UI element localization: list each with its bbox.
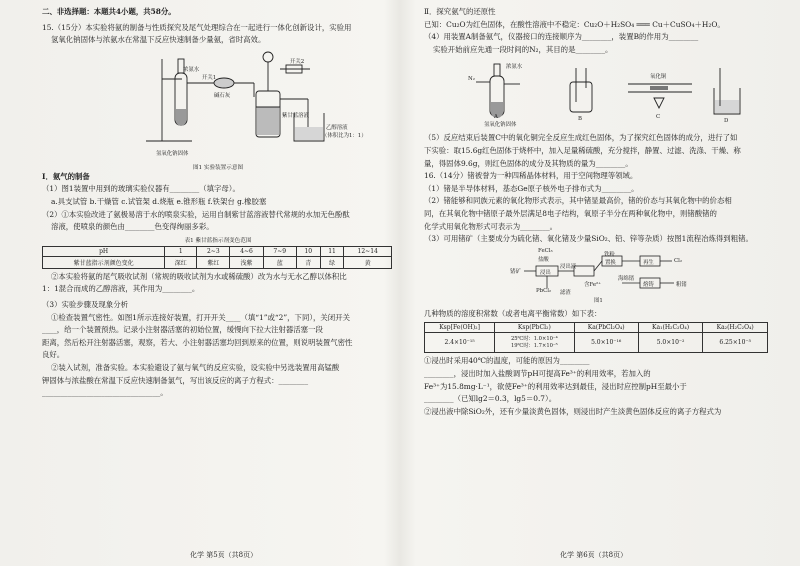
table-cell: 10 [296, 246, 320, 256]
part-2-title: Ⅱ．探究氨气的还原性 [424, 7, 496, 16]
q16-2-line: 同，在其氧化物中锗原子最外层满足8电子结构，氧原子半分在两种氧化物中，则锗酸锗的 [424, 208, 717, 218]
table-cell: 5.0×10⁻¹⁶ [574, 333, 638, 353]
label-n2: N₂ [468, 76, 475, 83]
table-cell: 6.25×10⁻⁵ [703, 333, 768, 353]
page-footer-right: 化学 第6页（共8页） [560, 551, 628, 559]
q15-3-line: ②装入试剂，准备实验。本实验避设了氨与氧气的反应实验，设实验中另选装置用高锰酸 [51, 362, 340, 372]
q15-1-options: a.具支试管 b.干燥管 c.试管架 d.烧瓶 e.锥形瓶 f.铁架台 g.橡胶塞 [51, 196, 267, 206]
table-cell: 青 [296, 256, 320, 268]
left-column [42, 6, 394, 400]
table-cell: 11 [320, 246, 344, 256]
table-cell: 4~6 [230, 246, 263, 256]
q15-4-line: （4）用装置A制备氨气，仪器接口的连接顺序为________，装置B的作用为________ [424, 32, 699, 42]
label-smelt: 熔铸 [643, 281, 654, 288]
label-dust: 滤渣 [560, 289, 571, 296]
label-switch-1: 开关1 [202, 74, 217, 81]
label-c: C [656, 114, 661, 121]
label-reagent: 紫甘蓝溶液 [282, 112, 309, 119]
label-ethanol: 乙醇溶液 [326, 124, 348, 131]
q15-1: （1）图1装置中用到的玻璃实验仪器有________（填字母）。 [42, 184, 240, 194]
q15-5-line: （5）反应结束后装置C中的氧化铜完全反应生成红色固体，为了探究红色固体的成分，进行了如 [424, 133, 738, 143]
label-b: B [578, 116, 582, 123]
q15-5-line: 量，得固体9.6g，则红色固体的成分及其物质的量为________。 [424, 158, 633, 168]
label-soda-lime: 碱石灰 [214, 92, 231, 99]
table-cell: 7~9 [263, 246, 296, 256]
table-cell: 2.4×10⁻¹⁵ [425, 333, 495, 353]
table-cell: 紫甘蓝指示剂颜色变化 [43, 256, 165, 268]
table-cell: 绿 [320, 256, 344, 268]
label-naoh-solid-2: 氢氧化钠固体 [484, 122, 517, 129]
table-cell: 黄 [344, 256, 392, 268]
table-cell: Ksp(PbCl₂) [495, 323, 574, 333]
q16-2-line: 化学式用氧化物形式可表示为________。 [424, 221, 558, 231]
flow-caption: 图1 [594, 297, 603, 304]
label-conc-ammonia-2: 浓氨水 [506, 64, 523, 71]
label-conc-ammonia: 浓氨水 [183, 66, 200, 73]
table-1-caption: 表1 紫甘蓝指示剂变色范围 [184, 237, 252, 244]
table-2 [424, 322, 768, 353]
q16-3b: ②浸出液中除SiO₂外，还有少量淡黄色固体，则浸出时产生淡黄色固体反应的离子方程式为 [424, 406, 722, 416]
q16-2-line: （2）锗能够和同族元素的氧化物形式表示，其中锗显最高价，锗的价态与其氧化物中的价态相 [424, 196, 732, 206]
q15-2-line: （2）①本实验改进了氨极易溶于水的喷泉实验，运用自制紫甘蓝溶液替代常规的水加无色酚酞 [42, 209, 350, 219]
q15-3-title: （3）实验步骤及现象分析 [42, 299, 129, 309]
q15-intro-line: 氢氧化钠固体与浓氨水在常温下反应快速制备少量氨，省时高效。 [51, 35, 266, 45]
q15-3-line: 钾固体与浓盐酸在常温下反应快速制备氯气，写出该反应的离子方程式：________ [42, 375, 309, 385]
q15-3-line: ________________________________。 [42, 388, 168, 398]
q16-intro: 16.（14分）锗被誉为一种四稀晶体材料，用于空间物理等领域。 [424, 171, 638, 181]
table-row [43, 256, 392, 268]
label-fe: 铁粉 [604, 251, 615, 258]
section-title: 二、非选择题：本题共4小题，共58分。 [42, 7, 176, 16]
q16-3a-line: ①浸出时采用40℃的温度，可能的原因为________ [424, 356, 590, 366]
q15-3-line: ①检查装置气密性。如图1所示连接好装置，打开开关____（填“1”或“2”，下同），关闭开关 [51, 312, 350, 322]
q15-2b-line: ②本实验将氨的尾气吸收试剂（常规的吸收试剂为水或稀硫酸）改为水与无水乙醇以体积比 [51, 271, 347, 281]
label-product: 粗锗 [676, 281, 687, 288]
label-ratio: （体积比为1：1） [322, 132, 367, 139]
table-2-intro: 几种物质的溶度积常数（或者电离平衡常数）如下表： [424, 308, 602, 318]
q15-3-line: 距离，然后松开注射器活塞，观察，若大、小注射器活塞均回到原来的位置，则说明装置气密性 [42, 337, 353, 347]
table-1 [42, 246, 392, 269]
table-cell: Ka₁(H₂C₂O₄) [638, 323, 703, 333]
label-hcl: 盐酸 [538, 256, 549, 263]
table-row [43, 246, 392, 256]
label-filtrate: 浸出液 [560, 263, 577, 270]
flow-chart [424, 248, 772, 306]
q15-3-line: ____，给一个装置预热。记录小注射器活塞的初始位置，缓慢向下拉大注射器活塞一段 [42, 325, 323, 335]
table-cell: Ka₂(H₂C₂O₄) [703, 323, 768, 333]
figure-1-caption: 图1 实验装置示意图 [192, 164, 244, 171]
q16-3a-line: ________（已知lg2＝0.3，lg5＝0.7）。 [424, 394, 557, 404]
page-footer-left: 化学 第5页（共8页） [190, 551, 258, 559]
figure-1-apparatus [42, 49, 394, 161]
part-1-title: Ⅰ．氨气的制备 [42, 171, 90, 181]
label-switch-2: 开关2 [290, 58, 305, 65]
apparatus-abcd-drawing [424, 58, 772, 128]
table-row [425, 323, 768, 333]
table-row [425, 333, 768, 353]
table-cell: pH [43, 246, 165, 256]
label-pbcl2: PbCl₂ [536, 287, 552, 294]
table-cell: 1 [165, 246, 197, 256]
table-cell: Ka(PbCl₂O₄) [574, 323, 638, 333]
table-cell: 5.0×10⁻² [638, 333, 703, 353]
table-cell: 浅紫 [230, 256, 263, 268]
q15-3-line: 良好。 [42, 350, 65, 360]
q15-intro-line: 15.（15分）本实验将氨的制备与性质探究及尾气处理综合在一起进行一体化创新设计，实验用 [42, 22, 352, 32]
known-info: 已知：Cu₂O为红色固体，在酸性溶液中不稳定：Cu₂O＋H₂SO₄ ═══ Cu＋CuSO₄＋H₂O。 [424, 19, 725, 29]
label-cuo: 氧化铜 [650, 74, 667, 81]
right-column [424, 6, 772, 418]
q16-3: （3）可用锗矿（主要成分为硫化锗、氧化锗及少量SiO₂、铅、锌等杂质）按图1流程冶炼得到粗锗。 [424, 234, 753, 244]
q16-1: （1）锗是半导体材料，基态Ge原子核外电子排布式为________。 [424, 183, 639, 193]
label-sponge: 海绵锗 [618, 275, 635, 282]
q15-2b-line: 1：1混合而成的乙醇溶液，其作用为________。 [42, 284, 200, 294]
label-fe2: 含Fe²⁺ [584, 281, 602, 288]
label-a: A [494, 114, 498, 121]
figure-2-apparatus [424, 58, 772, 130]
q16-3a-line: Fe³⁺为15.8mg·L⁻¹，欲使Fe³⁺的利用效率达到最佳，浸出时应控制pH至最小于 [424, 381, 687, 391]
table-cell: 25℃时：1.0×10⁻⁴ 19℃时：1.7×10⁻⁵ [495, 333, 574, 353]
q16-3a-line: ________，浸出时加入盐酸调节pH可提高Fe³⁺的利用效率，若加入的 [424, 368, 651, 378]
table-cell: Ksp[Fe(OH)₂] [425, 323, 495, 333]
table-cell: 2~3 [197, 246, 230, 256]
table-cell: 深红 [165, 256, 197, 268]
table-cell: 紫红 [197, 256, 230, 268]
label-cl2: Cl₂ [674, 257, 683, 264]
label-d: D [724, 118, 729, 125]
label-leach: 浸出 [540, 269, 551, 276]
table-cell: 12~14 [344, 246, 392, 256]
label-naoh-solid: 氢氧化钠固体 [156, 150, 189, 157]
label-reduce: 置换 [605, 259, 616, 266]
flow-drawing [424, 248, 772, 300]
label-regen: 再生 [643, 259, 654, 266]
table-cell: 蓝 [263, 256, 296, 268]
q15-5-line: 下实验：取15.6g红色固体于烧杯中，加入足量稀硫酸，充分搅拌，静置、过滤、洗涤、干燥、称 [424, 145, 741, 155]
q15-2-line: 溶液，使喷泉的颜色由________色变得绚丽多彩。 [51, 222, 214, 232]
label-fecl3: FeCl₃ [538, 247, 553, 254]
q15-4-line: 实验开始前应先通一段时间的N₂，其目的是________。 [433, 44, 613, 54]
label-ore: 锗矿 [510, 268, 521, 275]
